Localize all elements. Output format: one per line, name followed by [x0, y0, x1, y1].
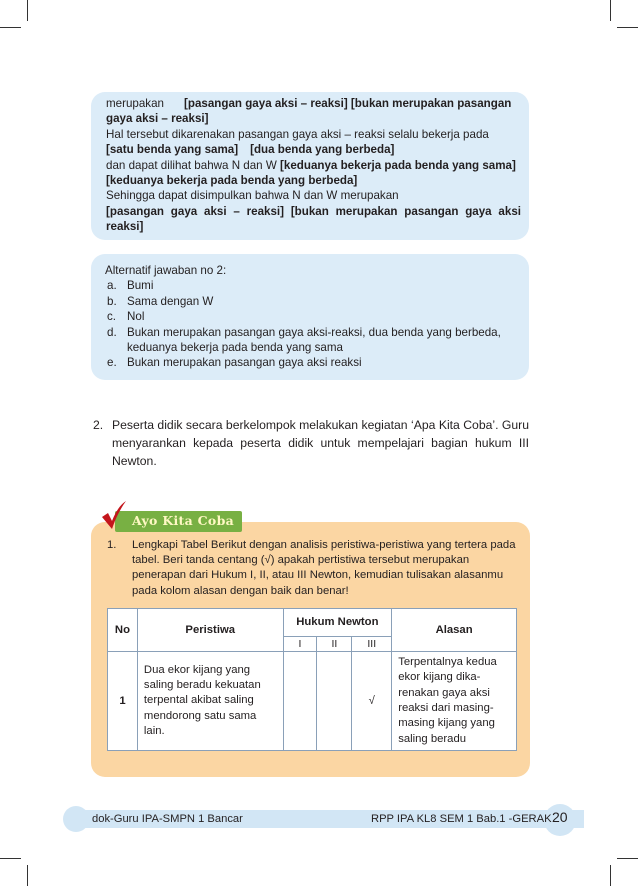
item-text: Bukan merupakan pasangan gaya aksi-reaksi, dua benda yang berbeda, — [127, 325, 501, 339]
crop-mark — [0, 27, 21, 28]
row-number: 1 — [108, 652, 138, 751]
item-number: 1. — [107, 539, 117, 551]
text: dan dapat dilihat bahwa N dan W — [106, 158, 281, 172]
item-text: Nol — [127, 310, 145, 324]
row-law-iii-check: √ — [352, 652, 392, 751]
option-text: [satu benda yang sama] — [106, 143, 239, 157]
box1-line2: gaya aksi – reaksi] — [106, 112, 209, 126]
item-marker — [105, 340, 127, 355]
answer-box-2 — [91, 254, 529, 380]
text: merupakan — [106, 97, 165, 110]
list-item — [105, 309, 521, 324]
box1-line8: [pasangan gaya aksi – reaksi] [bukan merupakan pasangan gaya aksi — [106, 204, 521, 218]
option-text: [dua benda yang berbeda] — [250, 143, 395, 157]
footer-right-text: RPP IPA KL8 SEM 1 Bab.1 -GERAK — [371, 813, 552, 825]
row-alasan: Terpentalnya kedua ekor kijang dika-renakan gaya aksi reaksi dari masing-masing kijang yang saling beradu — [392, 652, 517, 751]
item-text: Sama dengan W — [127, 294, 214, 308]
box1-line9: reaksi] — [106, 220, 144, 234]
item-marker: d. — [107, 325, 117, 339]
item-marker: c. — [107, 310, 117, 324]
item-marker: e. — [107, 356, 117, 370]
checkmark-icon — [100, 500, 128, 530]
crop-mark — [610, 865, 611, 886]
header-hukum-newton: Hukum Newton — [283, 609, 392, 637]
box1-line3: Hal tersebut dikarenakan pasangan gaya aksi – reaksi selalu bekerja pada — [106, 127, 489, 141]
header-law-iii: III — [352, 636, 392, 651]
box1-line6: [keduanya bekerja pada benda yang berbeda] — [106, 174, 358, 188]
crop-mark — [617, 858, 638, 859]
instruction-text: Peserta didik secara berkelompok melakukan kegiatan ‘Apa Kita Coba’. Guru menyarankan kepada peserta didik untuk mempelajari bagian hukum III Newton. — [112, 418, 529, 468]
item-text: Bukan merupakan pasangan gaya aksi reaksi — [127, 356, 362, 370]
box1-line7: Sehingga dapat disimpulkan bahwa N dan W merupakan — [106, 189, 399, 203]
item-marker: b. — [107, 294, 117, 308]
option-text: [keduanya bekerja pada benda yang sama] — [280, 158, 516, 172]
item-text: Bumi — [127, 279, 154, 293]
page-number: 20 — [552, 809, 568, 825]
list-item — [105, 278, 521, 293]
header-law-ii: II — [317, 636, 352, 651]
box1-line4 — [106, 142, 521, 157]
header-no: No — [108, 609, 138, 652]
header-alasan: Alasan — [392, 609, 517, 652]
header-peristiwa: Peristiwa — [137, 609, 283, 652]
crop-mark — [610, 0, 611, 21]
box1-line1 — [106, 96, 521, 111]
header-law-i: I — [283, 636, 317, 651]
footer-decoration — [63, 806, 89, 832]
item-text: keduanya bekerja pada benda yang sama — [127, 341, 343, 355]
row-peristiwa: Dua ekor kijang yang saling beradu kekuatan terpental akibat saling mendorong satu sama lain. — [137, 652, 283, 751]
crop-mark — [27, 865, 28, 886]
table-row — [108, 652, 517, 751]
list-item — [105, 325, 521, 340]
option-text: [pasangan gaya aksi – reaksi] [bukan merupakan pasangan — [184, 97, 512, 110]
box2-title: Alternatif jawaban no 2: — [105, 264, 227, 277]
instruction-2 — [93, 416, 529, 470]
activity-title: Ayo Kita Coba — [132, 513, 235, 528]
crop-mark — [617, 27, 638, 28]
list-item — [105, 355, 521, 370]
item-number: 2. — [93, 418, 104, 432]
answer-box-1 — [91, 92, 529, 240]
row-law-ii — [317, 652, 352, 751]
activity-task — [107, 538, 516, 599]
table-header-row — [108, 609, 517, 637]
box1-line5 — [106, 158, 521, 173]
task-text: Lengkapi Tabel Berikut dengan analisis peristiwa-peristiwa yang tertera pada tabel. Beri tanda centang (√) apakah pertistiwa tersebut merupakan penerapan dari Hukum I, II, atau III Newton, kemudian tulisakan alasanmu pada kolom alasan dengan baik dan benar! — [132, 539, 516, 597]
list-item — [105, 294, 521, 309]
item-marker: a. — [107, 279, 117, 293]
list-item — [105, 340, 521, 355]
crop-mark — [0, 858, 21, 859]
row-law-i — [283, 652, 317, 751]
newton-table — [107, 608, 517, 751]
footer-left-text: dok-Guru IPA-SMPN 1 Bancar — [92, 813, 243, 825]
crop-mark — [27, 0, 28, 21]
